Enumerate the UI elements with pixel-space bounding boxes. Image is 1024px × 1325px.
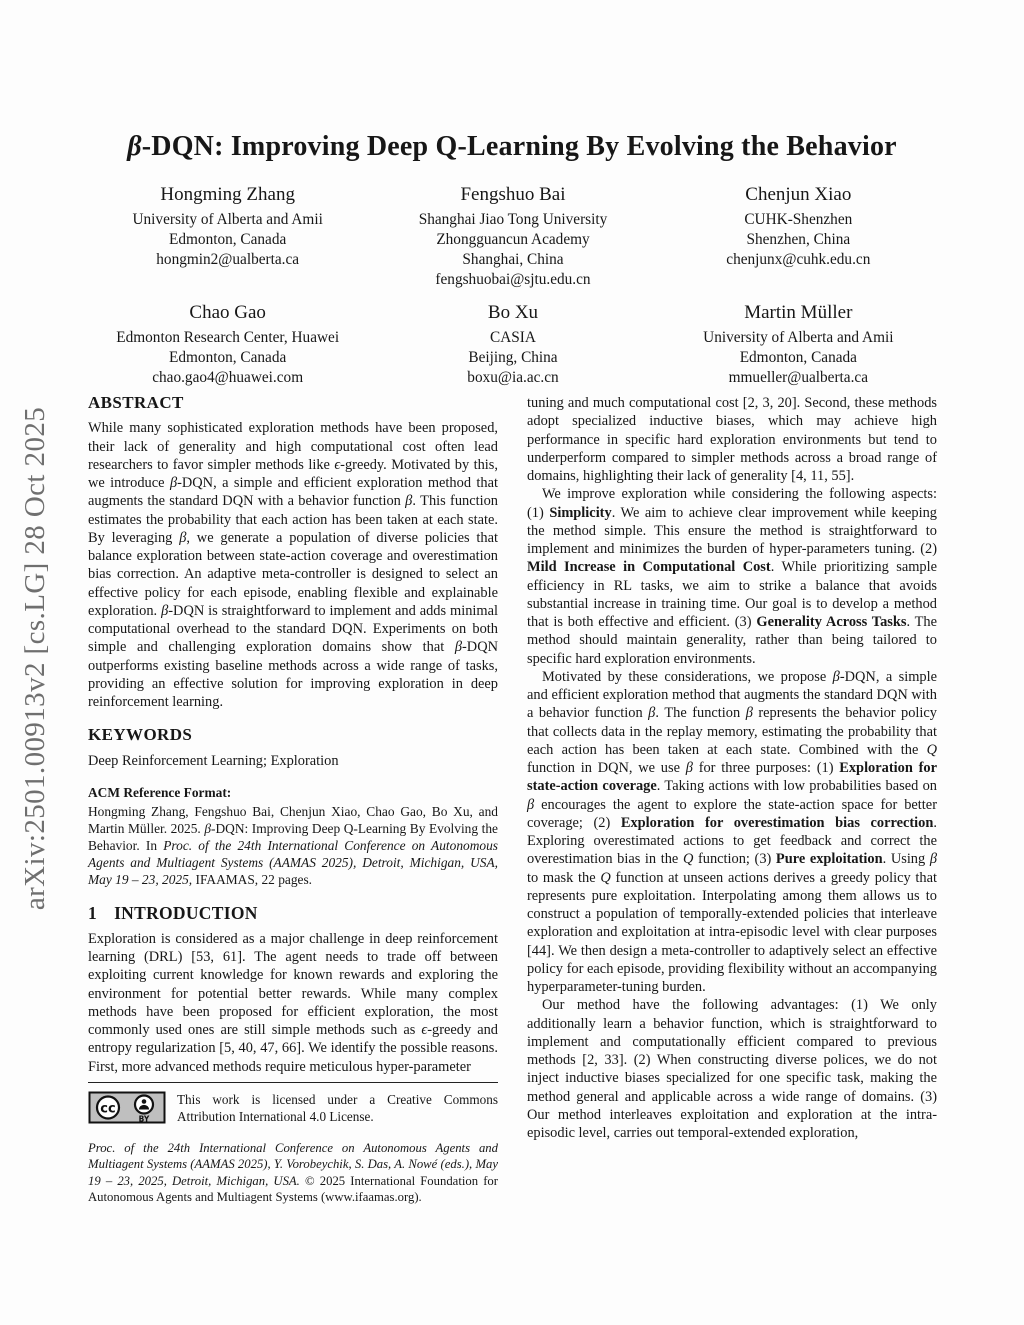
intro-paragraph: Exploration is considered as a major challenge in deep reinforcement learning (DRL) [53, 61]. The agent needs to trade off between exploiting current knowledge for known rewards and exploring the environment for potential better rewards. While many complex methods have been proposed for efficient exploration, the most commonly used ones are still simple methods such as ϵ-greedy and entropy regularization [5, 40, 47, 66]. We identify the possible reasons. First, more advanced methods require meticulous hyper-parameter <box>88 930 498 1075</box>
author-block <box>370 301 655 388</box>
abstract-heading: ABSTRACT <box>88 393 184 412</box>
left-column <box>88 394 498 1076</box>
author-name: Chenjun Xiao <box>745 184 852 205</box>
conference-footnote: Proc. of the 24th International Conference on Autonomous Agents and Multiagent Systems (AAMAS 2025), Y. Vorobeychik, S. Das, A. Nowé (eds.), May 19 – 23, 2025, Detroit, Michigan, USA. © 2025 International Foundation for Autonomous Agents and Multiagent Systems (www.ifaamas.org). <box>88 1141 498 1205</box>
authors-row-1 <box>85 183 941 290</box>
author-location: Edmonton, Canada <box>169 231 287 248</box>
section-label: INTRODUCTION <box>114 902 258 923</box>
author-email[interactable]: chao.gao4@huawei.com <box>152 369 304 386</box>
authors-row-2 <box>85 301 941 388</box>
author-name: Martin Müller <box>744 302 853 323</box>
cc-icon <box>97 1097 119 1119</box>
keywords-text: Deep Reinforcement Learning; Exploration <box>88 752 339 769</box>
author-name: Fengshuo Bai <box>460 184 566 205</box>
author-email[interactable]: boxu@ia.ac.cn <box>467 369 559 386</box>
author-location: Edmonton, Canada <box>169 349 287 366</box>
keywords-heading: KEYWORDS <box>88 725 193 745</box>
body-paragraph: tuning and much computational cost [2, 3, 20]. Second, these methods adopt specialized inductive biases, which may achieve high performance in specific hard exploration environments but tend to underperform compared to simpler methods across a broad range of domains, highlighting their lack of generality [4, 11, 55]. <box>527 395 937 484</box>
introduction-heading <box>88 904 498 922</box>
author-location: Beijing, China <box>468 349 558 366</box>
body-paragraph: Our method have the following advantages: (1) We only additionally learn a behavior function, which is straightforward to implement and computationally efficient compared to previous methods [2, 33]. (2) When constructing diverse polices, we do not inject inductive biases specialized for one specific task, making the method general and applicable across a wide range of domains. (3) Our method interleaves exploitation and exploration at the intra-episodic level, carries out temporal-extended exploration, <box>527 997 937 1141</box>
acm-reference-text: Hongming Zhang, Fengshuo Bai, Chenjun Xiao, Chao Gao, Bo Xu, and Martin Müller. 2025. β-DQN: Improving Deep Q-Learning By Evolving the Behavior. In Proc. of the 24th International Conference on Autonomous Agents and Multiagent Systems (AAMAS 2025), Detroit, Michigan, USA, May 19 – 23, 2025, IFAAMAS, 22 pages. <box>88 804 499 887</box>
footnote-divider <box>88 1082 498 1083</box>
arxiv-sideline-text: arXiv:2501.00913v2 [cs.LG] 28 Oct 2025 <box>19 406 52 910</box>
author-block <box>370 183 655 290</box>
body-paragraph: Motivated by these considerations, we propose β-DQN, a simple and efficient exploration method that augments the standard DQN with a behavior function β. The function β represents the behavior policy that collects data in the replay memory, estimating the probability that each action has been taken at each state. Combined with the Q function in DQN, we use β for three purposes: (1) Exploration for state-action coverage. Taking actions with low probabilities based on β encourages the agent to explore the state-action space for better coverage; (2) Exploration for overestimation bias correction. Exploring overestimated actions to get feedback and correct the overestimation bias in the Q function; (3) Pure exploitation. Using β to mask the Q function at unseen actions derives a greedy policy that represents pure exploitation. Interpolating among them allows us to construct a population of temporally-extended policies that interleave exploration and exploitation at intra-episodic level with clear purposes [44]. We then design a meta-controller to adaptively select an effective policy for each episode, providing flexibility without an accompanying hyperparameter-tuning burden. <box>527 668 938 995</box>
author-block <box>656 301 941 388</box>
author-affiliation: Shanghai Jiao Tong University <box>418 211 608 228</box>
author-block <box>85 301 370 388</box>
author-email[interactable]: mmueller@ualberta.ca <box>728 369 868 386</box>
author-affiliation: Edmonton Research Center, Huawei <box>116 329 340 346</box>
author-email[interactable]: hongmin2@ualberta.ca <box>156 251 300 268</box>
svg-text:cc: cc <box>100 1101 116 1117</box>
author-email[interactable]: fengshuobai@sjtu.edu.cn <box>435 271 591 288</box>
abstract-paragraph: While many sophisticated exploration methods have been proposed, their lack of generality and high computational cost often lead researchers to favor simpler methods like ϵ-greedy. Motivated by this, we introduce β-DQN, a simple and efficient exploration method that augments the standard DQN with a behavior function β. This function estimates the probability that each action has been taken at each state. By leveraging β, we generate a population of diverse policies that balance exploration between state-action coverage and overestimation bias correction. An adaptive meta-controller is designed to select an effective policy for each episode, enabling flexible and explainable exploration. β-DQN is straightforward to implement and adds minimal computational overhead to the standard DQN. Experiments on both simple and challenging exploration domains show that β-DQN outperforms existing baseline methods across a wide range of tasks, providing an effective solution for improving exploration in deep reinforcement learning. <box>88 420 499 710</box>
svg-text:BY: BY <box>138 1114 150 1124</box>
author-location: Shenzhen, China <box>746 231 851 248</box>
right-column <box>527 394 937 1142</box>
author-block <box>656 183 941 290</box>
author-name: Hongming Zhang <box>160 184 295 205</box>
footnote-block <box>88 1082 498 1206</box>
cc-by-badge <box>88 1091 166 1124</box>
author-name: Chao Gao <box>189 302 266 323</box>
author-affiliation: CUHK-Shenzhen <box>744 211 853 228</box>
author-block <box>85 183 370 290</box>
author-email[interactable]: chenjunx@cuhk.edu.cn <box>726 251 871 268</box>
arxiv-sideline <box>8 358 64 958</box>
page-title: β-DQN: Improving Deep Q-Learning By Evolving the Behavior <box>127 131 897 162</box>
section-number: 1 <box>88 902 98 923</box>
license-text: This work is licensed under a Creative Commons Attribution International 4.0 License. <box>177 1092 498 1124</box>
author-location: Edmonton, Canada <box>739 349 857 366</box>
author-affiliation: Zhongguancun Academy <box>436 231 590 248</box>
author-affiliation: CASIA <box>490 329 536 346</box>
author-location: Shanghai, China <box>462 251 564 268</box>
author-affiliation: University of Alberta and Amii <box>703 329 894 346</box>
body-paragraph: We improve exploration while considering the following aspects: (1) Simplicity. We aim to achieve clear improvement while keeping the method simple. This ensure the method is straightforward to implement and minimizes the burden of hyper-parameters tuning. (2) Mild Increase in Computational Cost. While prioritizing sample efficiency in RL tasks, we aim to strike a balance that avoids substantial increase in training time. Our goal is to develop a method that is both effective and efficient. (3) Generality Across Tasks. The method should maintain generality, rather than being tailored to specific hard exploration environments. <box>527 486 937 667</box>
acm-reference-heading: ACM Reference Format: <box>88 784 232 800</box>
author-name: Bo Xu <box>487 302 539 323</box>
author-affiliation: University of Alberta and Amii <box>132 211 323 228</box>
license-row <box>88 1091 498 1125</box>
